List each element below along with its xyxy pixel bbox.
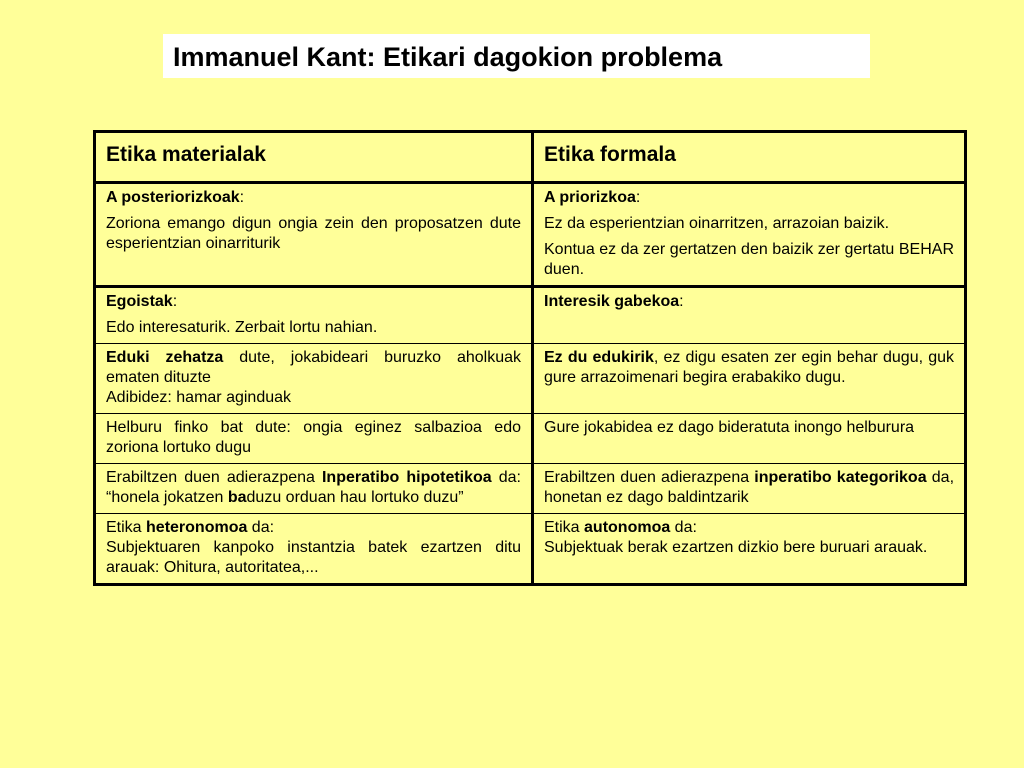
text: : xyxy=(635,189,641,206)
table-row xyxy=(95,287,966,344)
cell-material-ethics xyxy=(95,183,533,287)
cell-paragraph xyxy=(544,418,954,438)
cell-paragraph xyxy=(106,518,521,538)
cell-formal-ethics xyxy=(533,183,966,287)
cell-paragraph xyxy=(106,292,521,312)
cell-paragraph xyxy=(106,418,521,458)
table-row xyxy=(95,414,966,464)
text: dute, jokabideari buruzko aholkuak ematen dituzte xyxy=(106,349,522,386)
table-row xyxy=(95,183,966,287)
cell-paragraph xyxy=(544,292,954,312)
cell-paragraph xyxy=(106,318,521,338)
bold-text: heteronomoa xyxy=(146,519,248,536)
page-title: Immanuel Kant: Etikari dagokion problema xyxy=(163,34,870,78)
cell-paragraph xyxy=(544,538,954,558)
text: Subjektuaren kanpoko instantzia batek ezartzen ditu arauak: Ohitura, autoritatea,... xyxy=(106,539,521,576)
text: : xyxy=(172,293,178,310)
bold-text: A posteriorizkoak xyxy=(106,189,240,206)
cell-paragraph xyxy=(106,214,521,254)
bold-text: ba xyxy=(227,489,247,506)
bold-text: Eduki zehatza xyxy=(106,349,224,366)
text: Etika xyxy=(544,519,585,536)
table-row xyxy=(95,464,966,514)
bold-text: Inperatibo hipotetikoa xyxy=(321,469,492,486)
cell-formal-ethics xyxy=(533,287,966,344)
text: duzu orduan hau lortuko duzu” xyxy=(246,489,464,506)
cell-material-ethics xyxy=(95,414,533,464)
table-body xyxy=(95,183,966,585)
text: da: xyxy=(247,519,275,536)
text: da: “honela jokatzen xyxy=(106,469,521,506)
text: Adibidez: hamar aginduak xyxy=(106,389,292,406)
cell-formal-ethics xyxy=(533,414,966,464)
cell-paragraph xyxy=(106,468,521,508)
cell-paragraph xyxy=(106,388,521,408)
bold-text: Interesik gabekoa xyxy=(544,293,680,310)
header-material-ethics: Etika materialak xyxy=(95,132,533,183)
text: , ez digu esaten zer egin behar dugu, guk gure arrazoimenari begira erabakiko dugu. xyxy=(544,349,954,386)
bold-text: A priorizkoa xyxy=(544,189,636,206)
text: Etika xyxy=(106,519,147,536)
comparison-table xyxy=(93,130,967,586)
bold-text: inperatibo kategorikoa xyxy=(754,469,927,486)
cell-material-ethics xyxy=(95,464,533,514)
cell-paragraph xyxy=(544,518,954,538)
text: : xyxy=(239,189,245,206)
bold-text: autonomoa xyxy=(584,519,671,536)
text: Subjektuak berak ezartzen dizkio bere buruari arauak. xyxy=(544,539,928,556)
bold-text: Ez du edukirik xyxy=(544,349,654,366)
cell-formal-ethics xyxy=(533,514,966,585)
text: Ez da esperientzian oinarritzen, arrazoian baizik. xyxy=(544,215,890,232)
text: da, honetan ez dago baldintzarik xyxy=(544,469,955,506)
text: : xyxy=(679,293,684,310)
text: Zoriona emango digun ongia zein den proposatzen dute esperientzian oinarriturik xyxy=(106,215,521,252)
cell-paragraph xyxy=(106,538,521,578)
cell-material-ethics xyxy=(95,344,533,414)
text: Edo interesaturik. Zerbait lortu nahian. xyxy=(106,319,378,336)
header-formal-ethics: Etika formala xyxy=(533,132,966,183)
cell-material-ethics xyxy=(95,287,533,344)
cell-formal-ethics xyxy=(533,464,966,514)
cell-paragraph xyxy=(544,468,954,508)
text: Erabiltzen duen adierazpena xyxy=(544,469,755,486)
cell-paragraph xyxy=(106,348,521,388)
cell-formal-ethics xyxy=(533,344,966,414)
cell-paragraph xyxy=(544,188,954,208)
cell-paragraph xyxy=(544,214,954,234)
cell-paragraph xyxy=(544,348,954,388)
cell-paragraph xyxy=(544,240,954,280)
bold-text: Egoistak xyxy=(106,293,173,310)
table-row xyxy=(95,514,966,585)
text: Kontua ez da zer gertatzen den baizik zer gertatu BEHAR duen. xyxy=(544,241,954,278)
table-row xyxy=(95,344,966,414)
text: Helburu finko bat dute: ongia eginez salbazioa edo zoriona lortuko dugu xyxy=(106,419,521,456)
table-header-row xyxy=(95,132,966,183)
text: Gure jokabidea ez dago bideratuta inongo helburura xyxy=(544,419,915,436)
text: Erabiltzen duen adierazpena xyxy=(106,469,322,486)
text: da: xyxy=(670,519,697,536)
cell-paragraph xyxy=(106,188,521,208)
cell-material-ethics xyxy=(95,514,533,585)
